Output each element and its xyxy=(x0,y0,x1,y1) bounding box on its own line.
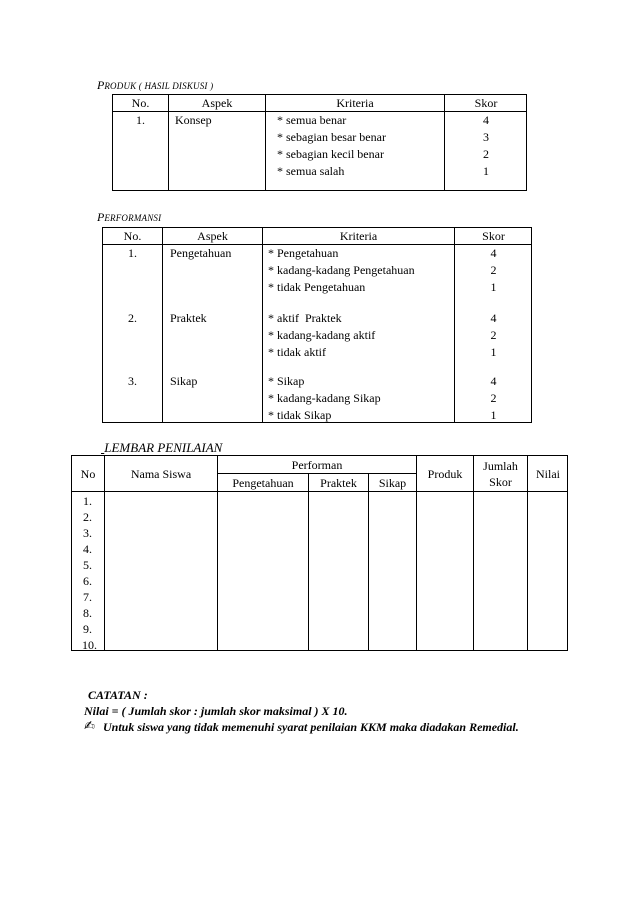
header-nilai: Nilai xyxy=(536,467,560,481)
row-number: 7. xyxy=(83,590,92,604)
performansi-table xyxy=(102,227,532,423)
kriteria-line: * aktif Praktek xyxy=(268,311,342,325)
skor-value: 2 xyxy=(490,263,497,277)
kriteria-line: * Pengetahuan xyxy=(268,246,339,260)
kriteria-line: * tidak Pengetahuan xyxy=(268,280,366,294)
kriteria-line: * kadang-kadang Sikap xyxy=(268,391,381,405)
performansi-heading: PERFORMANSI xyxy=(97,210,162,224)
header-jumlah-skor: Skor xyxy=(489,475,512,489)
row-no: 1. xyxy=(128,246,137,260)
kriteria-line: * kadang-kadang aktif xyxy=(268,328,376,342)
header-skor: Skor xyxy=(482,229,505,243)
row-number: 6. xyxy=(83,574,92,588)
row-number: 8. xyxy=(83,606,92,620)
kriteria-line: * Sikap xyxy=(268,374,305,388)
skor-value: 1 xyxy=(490,345,497,359)
row-no: 2. xyxy=(128,311,137,325)
skor-value: 4 xyxy=(490,246,497,260)
header-sikap: Sikap xyxy=(378,476,407,490)
row-aspek: Sikap xyxy=(170,374,198,388)
row-number: 3. xyxy=(83,526,92,540)
header-pengetahuan: Pengetahuan xyxy=(232,476,294,490)
header-skor: Skor xyxy=(474,96,498,110)
header-no: No. xyxy=(131,96,150,110)
catatan-title: CATATAN : xyxy=(88,688,148,702)
row-no: 3. xyxy=(128,374,137,388)
row-number: 1. xyxy=(83,494,92,508)
writing-hand-icon: ✍ xyxy=(84,719,95,734)
row-number: 2. xyxy=(83,510,92,524)
skor-value: 1 xyxy=(483,164,489,178)
header-no: No xyxy=(80,467,96,481)
lembar-table xyxy=(71,455,568,651)
skor-value: 4 xyxy=(490,374,497,388)
produk-table xyxy=(112,94,527,191)
produk-heading: PRODUK ( HASIL DISKUSI ) xyxy=(97,78,214,92)
catatan-formula: Nilai = ( Jumlah skor : jumlah skor maksimal ) X 10. xyxy=(84,704,348,718)
skor-value: 2 xyxy=(490,328,497,342)
kriteria-line: * sebagian besar benar xyxy=(277,130,386,144)
kriteria-line: * tidak Sikap xyxy=(268,408,332,422)
header-aspek: Aspek xyxy=(201,96,233,110)
skor-value: 1 xyxy=(490,408,497,422)
lembar-heading: LEMBAR PENILAIAN xyxy=(104,440,223,455)
row-aspek: Konsep xyxy=(175,113,212,127)
skor-value: 1 xyxy=(490,280,497,294)
header-praktek: Praktek xyxy=(320,476,357,490)
row-number: 9. xyxy=(83,622,92,636)
row-aspek: Praktek xyxy=(170,311,207,325)
row-number: 4. xyxy=(83,542,92,556)
header-nama-siswa: Nama Siswa xyxy=(130,467,192,481)
kriteria-line: * tidak aktif xyxy=(268,345,326,359)
row-number: 10. xyxy=(82,638,97,652)
row-number: 5. xyxy=(83,558,92,572)
skor-value: 2 xyxy=(490,391,497,405)
skor-value: 4 xyxy=(483,113,489,127)
header-kriteria: Kriteria xyxy=(339,229,378,243)
skor-value: 2 xyxy=(483,147,489,161)
kriteria-line: * semua benar xyxy=(277,113,347,127)
header-no: No. xyxy=(123,229,142,243)
skor-value: 4 xyxy=(490,311,497,325)
header-jumlah-skor: Jumlah xyxy=(483,459,518,473)
catatan-note: Untuk siswa yang tidak memenuhi syarat penilaian KKM maka diadakan Remedial. xyxy=(103,720,519,734)
kriteria-line: * semua salah xyxy=(277,164,345,178)
header-produk: Produk xyxy=(427,467,463,481)
kriteria-line: * sebagian kecil benar xyxy=(277,147,384,161)
row-aspek: Pengetahuan xyxy=(170,246,232,260)
header-aspek: Aspek xyxy=(197,229,228,243)
row-no: 1. xyxy=(136,113,145,127)
skor-value: 3 xyxy=(483,130,489,144)
header-kriteria: Kriteria xyxy=(336,96,374,110)
header-performan: Performan xyxy=(291,458,343,472)
kriteria-line: * kadang-kadang Pengetahuan xyxy=(268,263,415,277)
